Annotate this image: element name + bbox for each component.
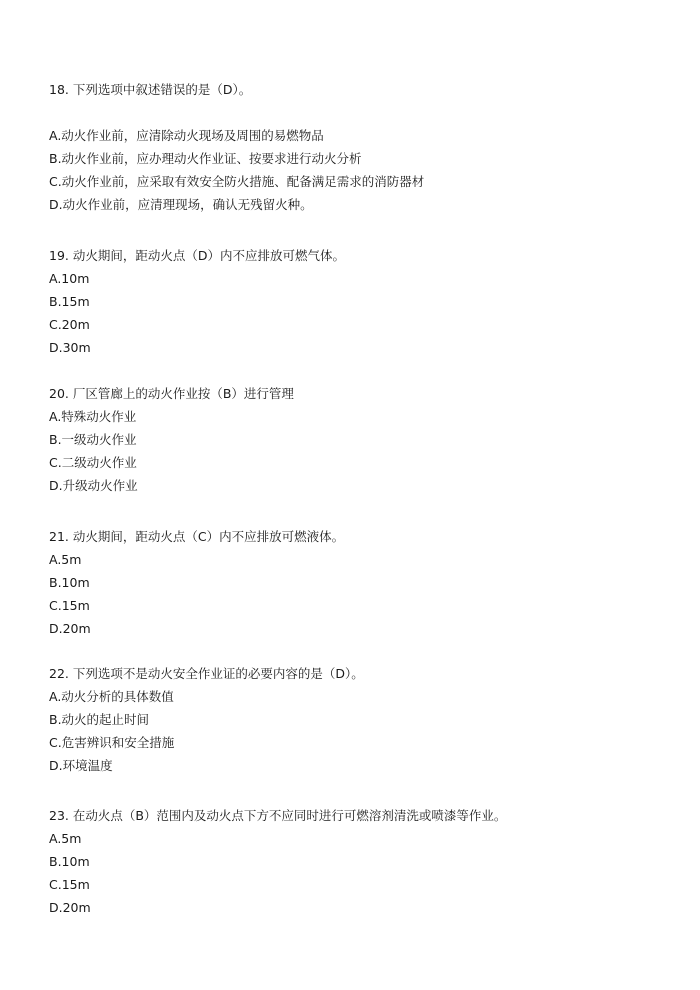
question-19 — [49, 244, 669, 359]
question-23 — [49, 804, 669, 919]
option-d: D.30m — [49, 340, 91, 355]
option-d: D.升级动火作业 — [49, 478, 138, 493]
question-22 — [49, 662, 669, 777]
option-a: A.10m — [49, 271, 90, 286]
option-c: C.动火作业前，应采取有效安全防火措施、配备满足需求的消防器材 — [49, 174, 425, 189]
option-d: D.20m — [49, 621, 91, 636]
option-d: D.20m — [49, 900, 91, 915]
option-b: B.动火的起止时间 — [49, 712, 150, 727]
option-d: D.动火作业前，应清理现场，确认无残留火种。 — [49, 197, 313, 212]
option-a: A.动火作业前，应清除动火现场及周围的易燃物品 — [49, 128, 324, 143]
question-20 — [49, 382, 669, 497]
question-18 — [49, 78, 669, 216]
question-21 — [49, 525, 669, 640]
question-text: 18. 下列选项中叙述错误的是（D）。 — [49, 82, 252, 97]
option-b: B.一级动火作业 — [49, 432, 137, 447]
option-b: B.10m — [49, 575, 90, 590]
option-a: A.特殊动火作业 — [49, 409, 137, 424]
question-text: 22. 下列选项不是动火安全作业证的必要内容的是（D）。 — [49, 666, 364, 681]
option-c: C.15m — [49, 877, 90, 892]
option-a: A.5m — [49, 831, 82, 846]
option-d: D.环境温度 — [49, 758, 113, 773]
question-text: 21. 动火期间，距动火点（C）内不应排放可燃液体。 — [49, 529, 345, 544]
option-a: A.5m — [49, 552, 82, 567]
option-b: B.15m — [49, 294, 90, 309]
option-c: C.15m — [49, 598, 90, 613]
question-text: 23. 在动火点（B）范围内及动火点下方不应同时进行可燃溶剂清洗或喷漆等作业。 — [49, 808, 507, 823]
question-text: 20. 厂区管廊上的动火作业按（B）进行管理 — [49, 386, 294, 401]
option-b: B.10m — [49, 854, 90, 869]
option-c: C.二级动火作业 — [49, 455, 137, 470]
option-c: C.20m — [49, 317, 90, 332]
option-b: B.动火作业前，应办理动火作业证、按要求进行动火分析 — [49, 151, 362, 166]
option-c: C.危害辨识和安全措施 — [49, 735, 175, 750]
option-a: A.动火分析的具体数值 — [49, 689, 174, 704]
question-text: 19. 动火期间，距动火点（D）内不应排放可燃气体。 — [49, 248, 345, 263]
